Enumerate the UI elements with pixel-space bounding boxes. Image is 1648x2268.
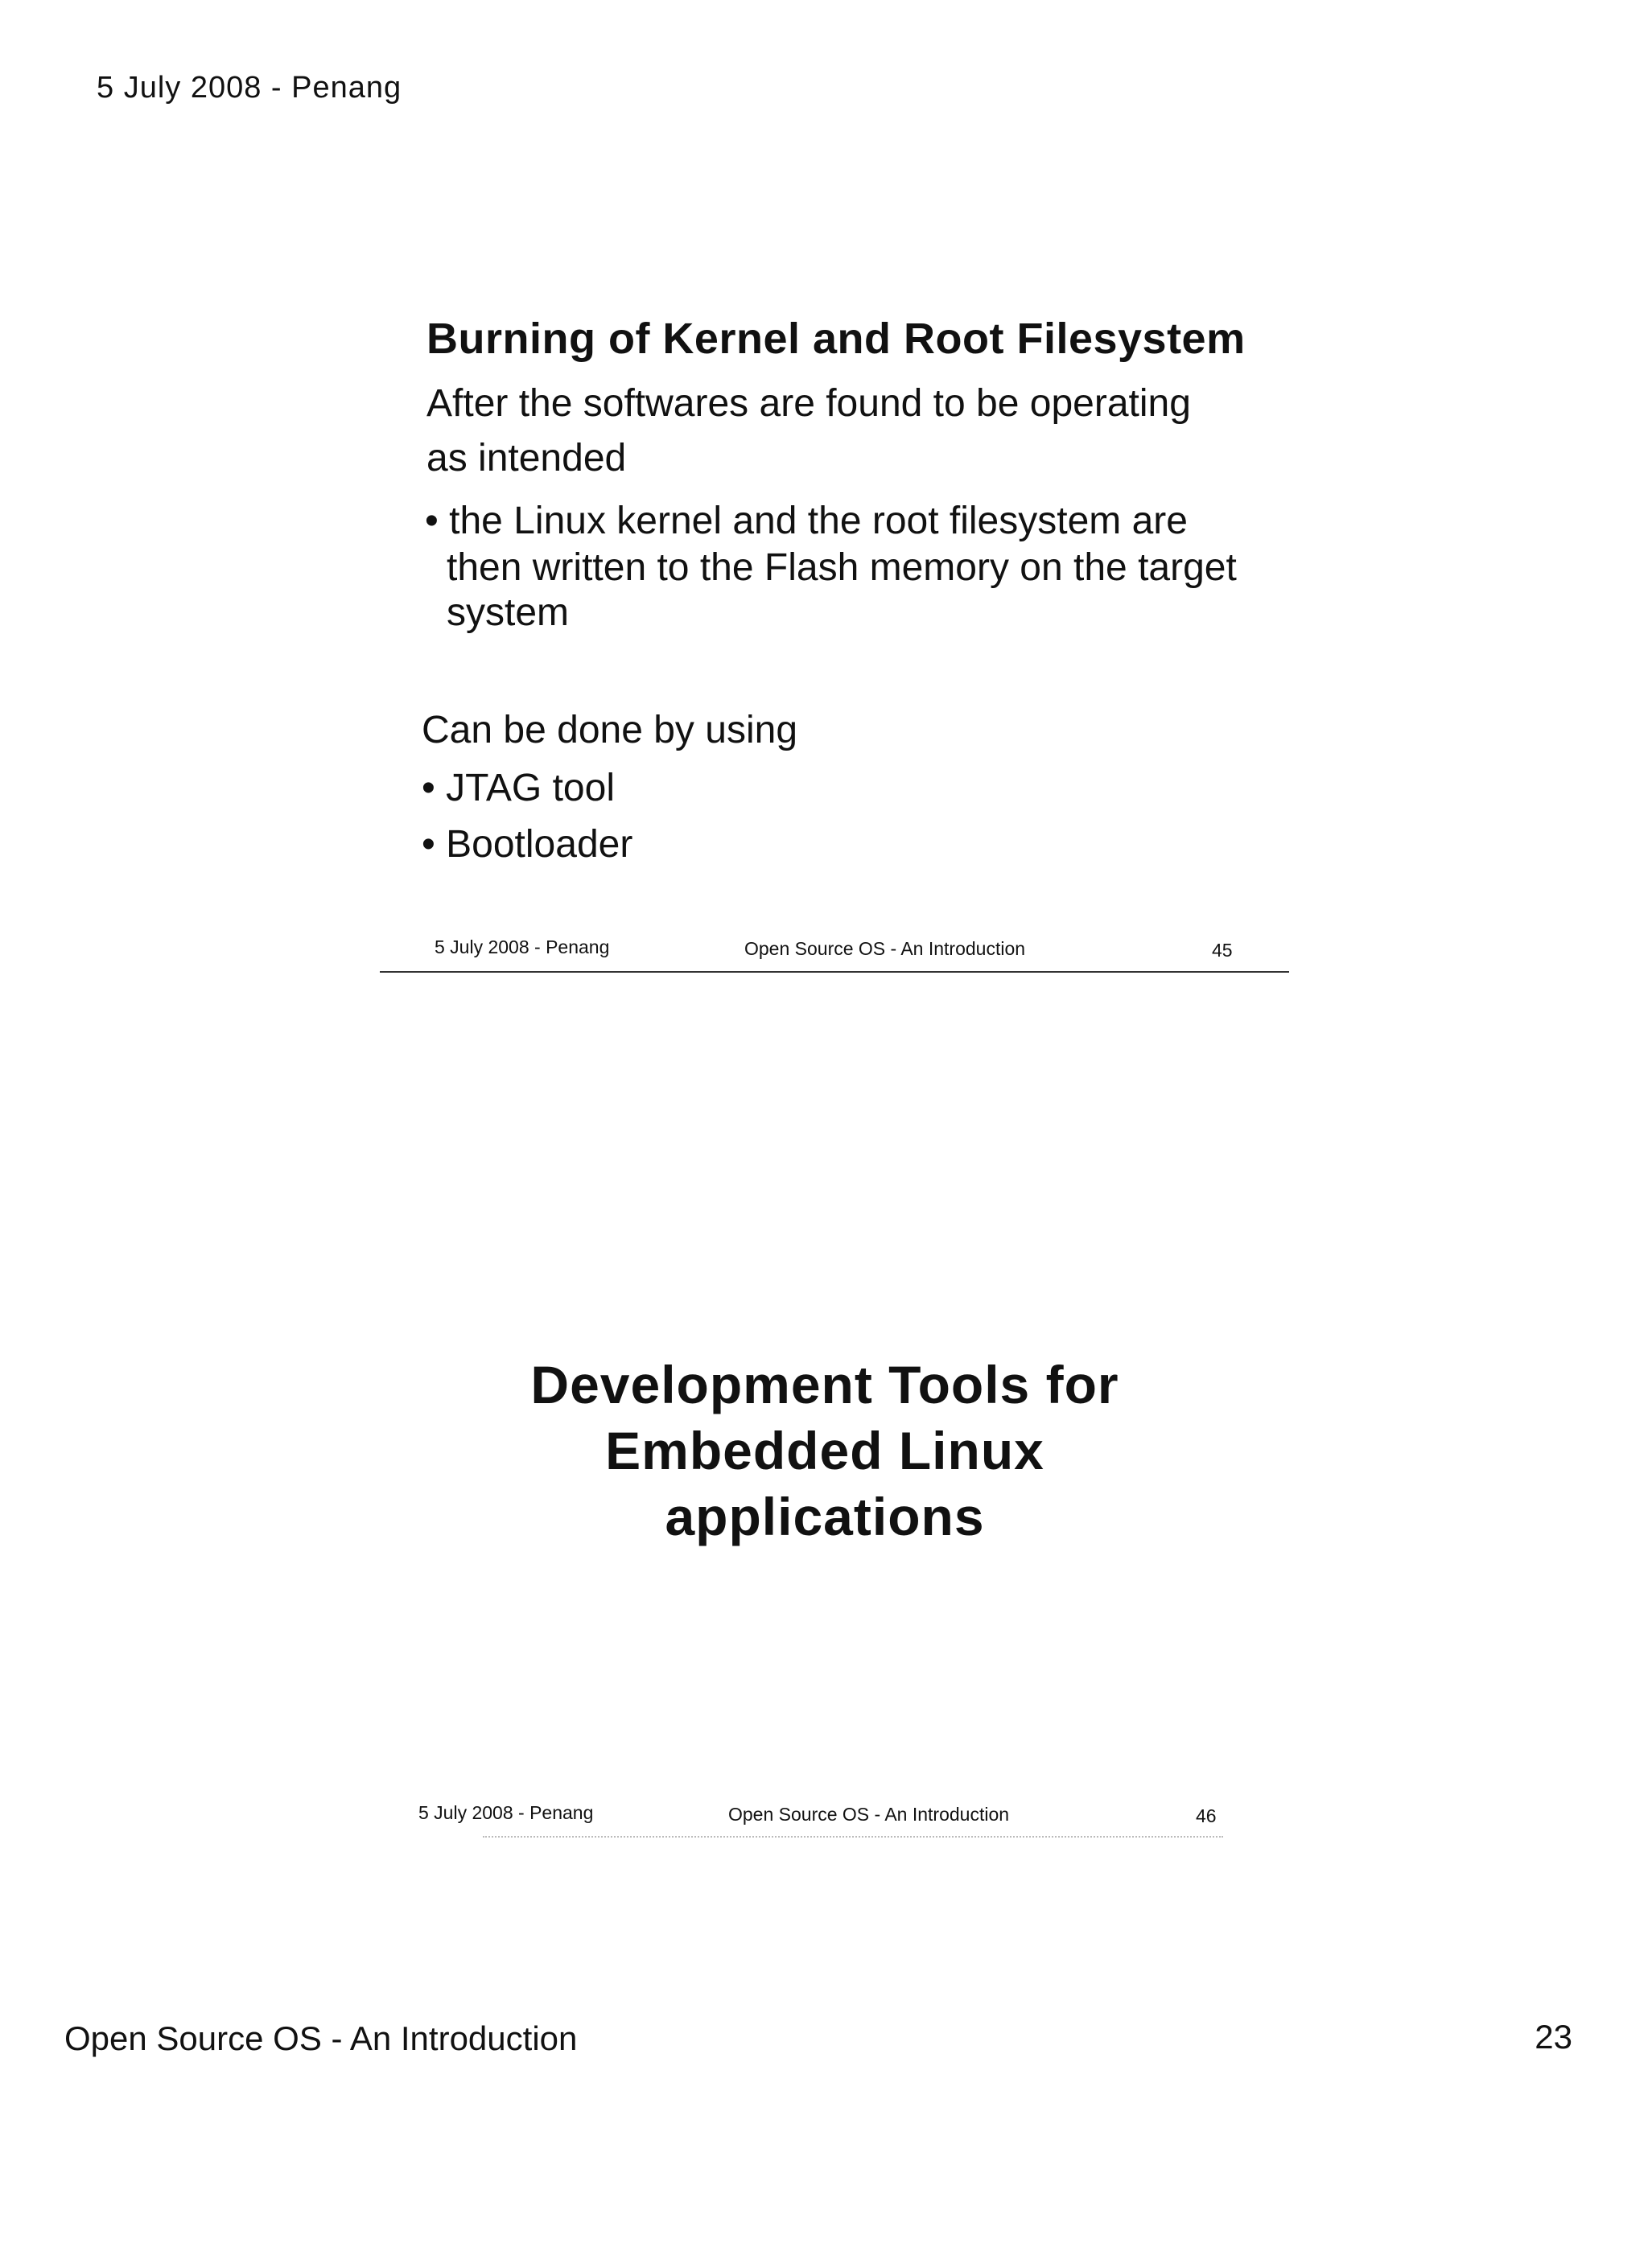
slide-footer-title: Open Source OS - An Introduction [728, 1804, 1010, 1825]
paragraph-line: Can be done by using [422, 709, 798, 751]
slide-footer-title: Open Source OS - An Introduction [744, 938, 1026, 959]
page-number: 23 [1535, 2018, 1572, 2056]
bullet-item: • JTAG tool [422, 767, 615, 809]
page-footer-title: Open Source OS - An Introduction [64, 2019, 578, 2057]
paragraph-line: as intended [426, 437, 627, 480]
slide-title: Development Tools for Embedded Linux applications [530, 1355, 1119, 1546]
slide-number: 46 [1196, 1805, 1217, 1826]
slide-number: 45 [1212, 940, 1233, 961]
bullet-item: • the Linux kernel and the root filesystem are [425, 500, 1188, 542]
paragraph-line: After the softwares are found to be operating [426, 382, 1191, 425]
bullet-item-continuation: then written to the Flash memory on the target [447, 546, 1237, 589]
slide-footer-divider [380, 971, 1289, 973]
bullet-item-continuation: system [447, 591, 570, 634]
page-header-date: 5 July 2008 - Penang [97, 71, 402, 105]
slide-footer-divider [483, 1836, 1223, 1838]
slide-footer-date: 5 July 2008 - Penang [435, 936, 610, 957]
bullet-item: • Bootloader [422, 823, 633, 866]
slide-footer-date: 5 July 2008 - Penang [418, 1802, 594, 1823]
slide-title: Burning of Kernel and Root Filesystem [426, 315, 1246, 363]
